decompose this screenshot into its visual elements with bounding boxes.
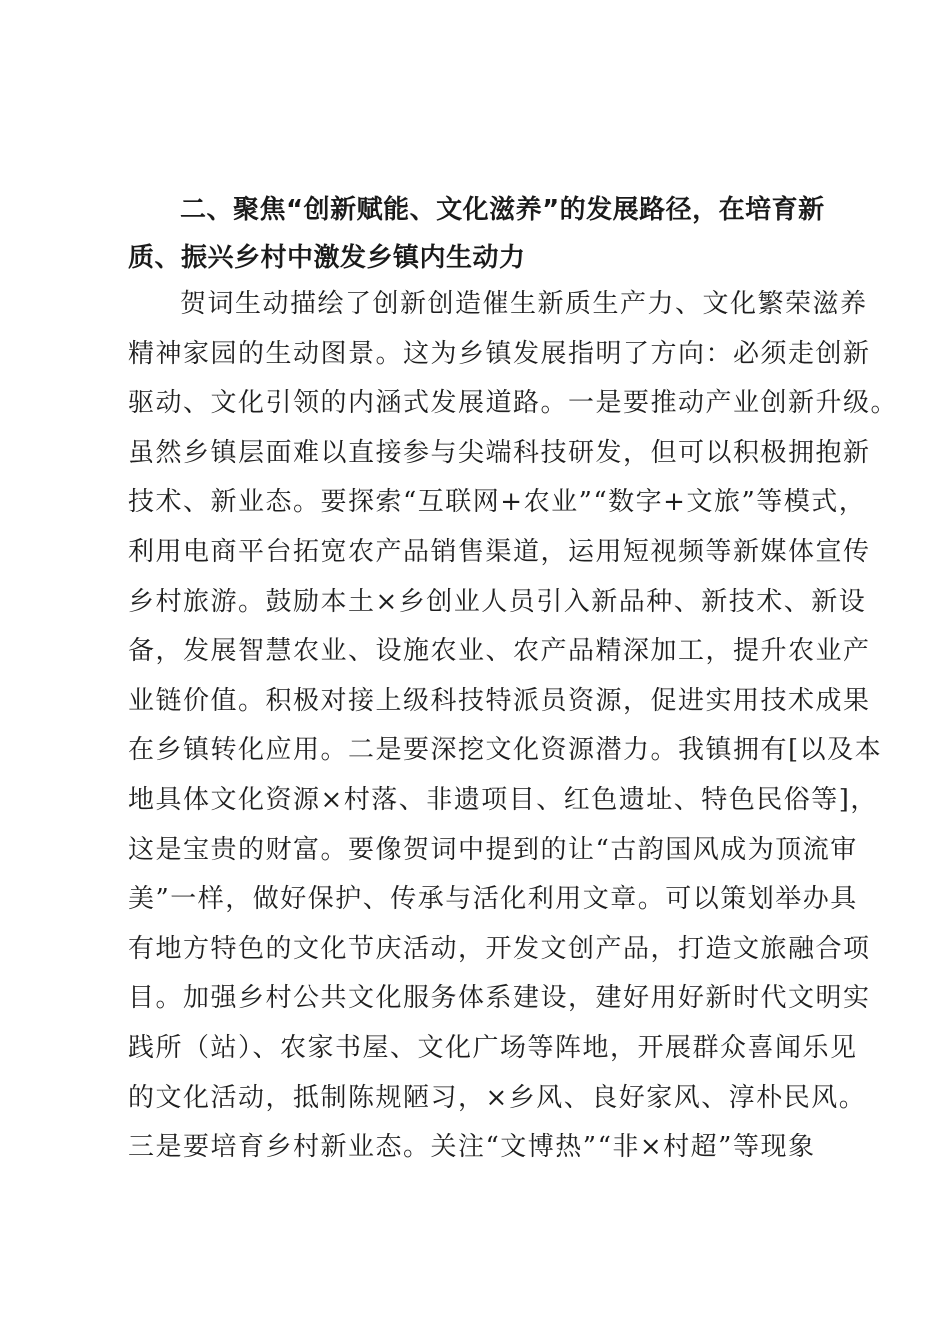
paragraph-line: 贺词生动描绘了创新创造催生新质生产力、文化繁荣滋养 xyxy=(180,289,868,319)
body-paragraph xyxy=(128,280,899,1173)
paragraph-line: 这是宝贵的财富。要像贺词中提到的让“古韵国风成为顶流审 xyxy=(128,834,858,865)
paragraph-line: 地具体文化资源×村落、非遗项目、红色遗址、特色民俗等]， xyxy=(128,784,878,815)
paragraph-line: 在乡镇转化应用。二是要深挖文化资源潜力。我镇拥有[以及本 xyxy=(128,735,883,766)
paragraph-line: 虽然乡镇层面难以直接参与尖端科技研发，但可以积极拥抱新 xyxy=(128,437,871,468)
paragraph-line: 业链价值。积极对接上级科技特派员资源，促进实用技术成果 xyxy=(128,685,871,716)
paragraph-line: 乡村旅游。鼓励本土×乡创业人员引入新品种、新技术、新设 xyxy=(128,586,867,617)
paragraph-line: 技术、新业态。要探索“互联网+农业”“数字+文旅”等模式， xyxy=(128,487,867,518)
section-heading xyxy=(128,186,828,282)
paragraph-line: 美”一样，做好保护、传承与活化利用文章。可以策划举办具 xyxy=(128,884,858,915)
paragraph-line: 备，发展智慧农业、设施农业、农产品精深加工，提升农业产 xyxy=(128,636,871,667)
paragraph-line: 践所（站）、农家书屋、文化广场等阵地，开展群众喜闻乐见 xyxy=(128,1032,858,1063)
paragraph-line: 驱动、文化引领的内涵式发展道路。一是要推动产业创新升级。 xyxy=(128,388,899,419)
paragraph-line: 精神家园的生动图景。这为乡镇发展指明了方向：必须走创新 xyxy=(128,338,871,369)
paragraph-line: 有地方特色的文化节庆活动，开发文创产品，打造文旅融合项 xyxy=(128,933,871,964)
paragraph-line: 目。加强乡村公共文化服务体系建设，建好用好新时代文明实 xyxy=(128,983,871,1014)
paragraph-line: 三是要培育乡村新业态。关注“文博热”“非×村超”等现象 xyxy=(128,1132,816,1163)
heading-line: 二、聚焦“创新赋能、文化滋养”的发展路径，在培育新 xyxy=(180,195,825,225)
paragraph-line: 的文化活动，抵制陈规陋习，×乡风、良好家风、淳朴民风。 xyxy=(128,1082,867,1113)
paragraph-line: 利用电商平台拓宽农产品销售渠道，运用短视频等新媒体宣传 xyxy=(128,536,871,567)
heading-line: 质、振兴乡村中激发乡镇内生动力 xyxy=(128,243,526,273)
